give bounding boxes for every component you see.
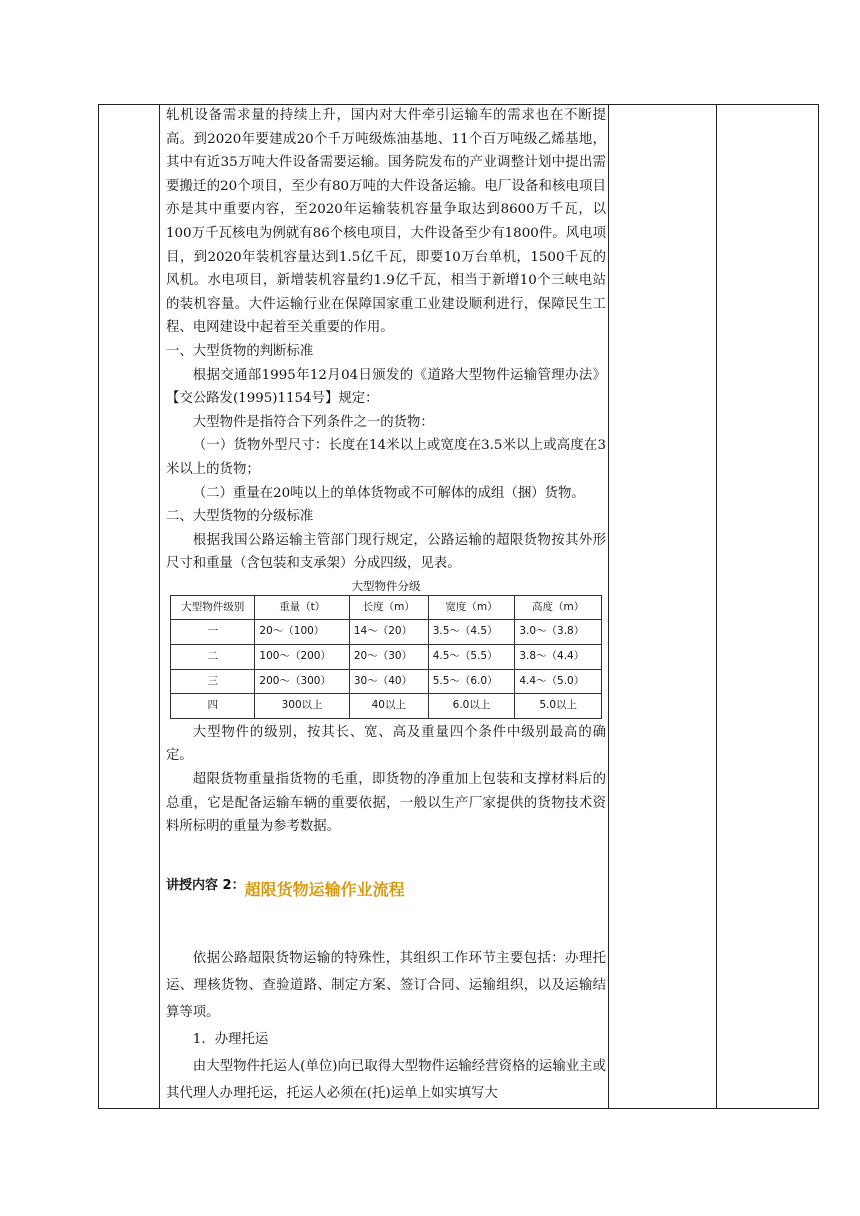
table-cell: 20～（100） [255,620,349,645]
paragraph-definition: 大型物件是指符合下列条件之一的货物： [192,414,434,430]
paragraph-basis: 根据交通部1995年12月04日颁发的《道路大型物件运输管理办法》【交公路发(1995)1154号】规定： [166,367,606,407]
grade-table [170,595,602,719]
table-row [171,669,602,694]
section-title: 超限货物运输作业流程 [244,879,405,899]
table-cell: 4.4～（5.0） [515,669,602,694]
table-cell: 3.0～（3.8） [515,620,602,645]
column-divider [608,105,609,1108]
table-cell: 四 [171,694,255,719]
table-header: 宽度（m） [428,595,515,620]
paragraph-condition-2: （二）重量在20吨以上的单体货物或不可解体的成组（捆）货物。 [192,485,585,501]
section-label: 讲授内容 2： [166,877,245,893]
table-header: 长度（m） [349,595,428,620]
paragraph-level: 大型物件的级别，按其长、宽、高及重量四个条件中级别最高的确定。 [166,724,606,764]
table-header-row [171,595,602,620]
column-divider [159,105,160,1108]
lesson-content [166,104,606,1107]
paragraph-process: 依据公路超限货物运输的特殊性，其组织工作环节主要包括：办理托运、理核货物、查验道路、制定方案、签订合同、运输组织，以及运输结算等项。 [166,950,606,1020]
paragraph-weight: 超限货物重量指货物的毛重，即货物的净重加上包装和支撑材料后的总重，它是配备运输车辆的重要依据，一般以生产厂家提供的货物技术资料所标明的重量为参考数据。 [166,772,606,835]
table-cell: 5.0以上 [515,694,602,719]
table-cell: 6.0以上 [428,694,515,719]
table-cell: 三 [171,669,255,694]
table-cell: 300以上 [255,694,349,719]
table-header: 重量（t） [255,595,349,620]
table-cell: 4.5～（5.5） [428,645,515,670]
table-cell: 20～（30） [349,645,428,670]
table-cell: 一 [171,620,255,645]
table-cell: 200～（300） [255,669,349,694]
table-cell: 5.5～（6.0） [428,669,515,694]
paragraph-step-1: 由大型物件托运人(单位)向已取得大型物件运输经营资格的运输业主或其代理人办理托运，托运人必须在(托)运单上如实填写大 [166,1058,606,1101]
paragraph-grade-intro: 根据我国公路运输主管部门现行规定，公路运输的超限货物按其外形尺寸和重量（含包装和支承架）分成四级，见表。 [166,532,606,572]
table-cell: 100～（200） [255,645,349,670]
step-1-heading: 1．办理托运 [192,1031,269,1047]
heading-grading: 二、大型货物的分级标准 [166,509,314,525]
table-row [171,620,602,645]
table-cell: 14～（20） [349,620,428,645]
column-divider [716,105,717,1108]
paragraph-condition-1: （一）货物外型尺寸：长度在14米以上或宽度在3.5米以上或高度在3米以上的货物； [166,438,606,477]
table-cell: 3.8～（4.4） [515,645,602,670]
heading-criteria: 一、大型货物的判断标准 [166,343,314,359]
table-row [171,645,602,670]
table-cell: 30～（40） [349,669,428,694]
table-cell: 3.5～（4.5） [428,620,515,645]
table-row [171,694,602,719]
table-header: 高度（m） [515,595,602,620]
table-cell: 二 [171,645,255,670]
section-heading [166,869,606,905]
paragraph-demand: 轧机设备需求量的持续上升，国内对大件牵引运输车的需求也在不断提高。到2020年要建成20个千万吨级炼油基地、11个百万吨级乙烯基地，其中有近35万吨大件设备需要运输。国务院发布的产业调整计划中提出需要搬迁的20个项目，至少有80万吨的大件设备运输。电厂设备和核电项目亦是其中重要内容，至2020年运输装机容量争取达到8600万千瓦，以100万千瓦核电为例就有86个核电项目，大件设备至少有1800件。风电项目，到2020年装机容量达到1.5亿千瓦，即要10万台单机，1500千瓦的风机。水电项目，新增装机容量约1.9亿千瓦，相当于新增10个三峡电站的装机容量。大件运输行业在保障国家重工业建设顺利进行，保障民生工程、电网建设中起着至关重要的作用。 [166,108,606,336]
table-caption: 大型物件分级 [351,578,421,593]
table-header: 大型物件级别 [171,595,255,620]
table-cell: 40以上 [349,694,428,719]
